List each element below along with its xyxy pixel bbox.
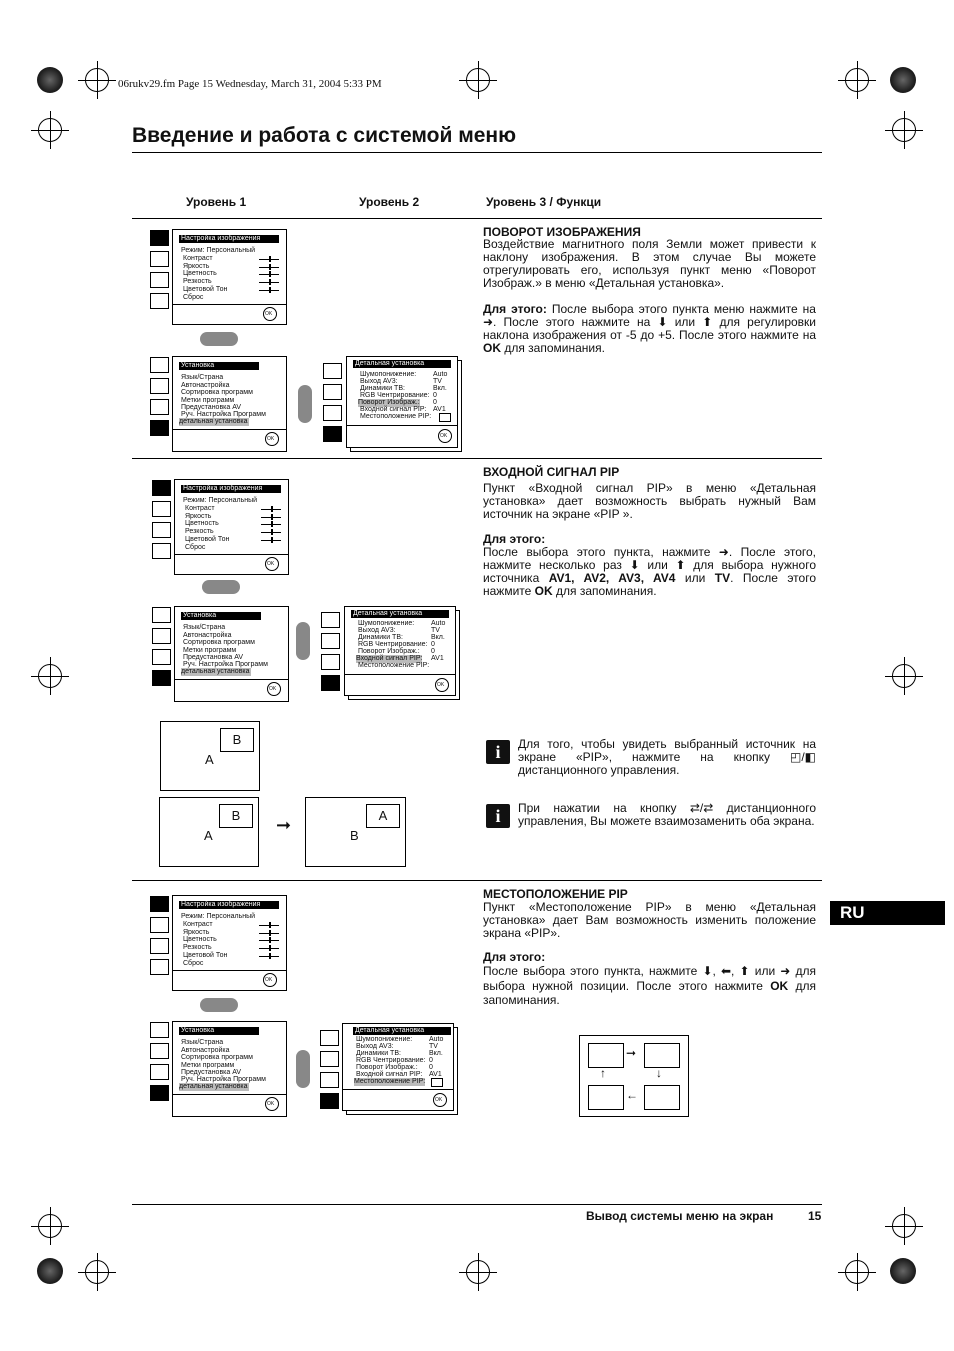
menu-item: Цветовой Тон — [183, 952, 228, 959]
pip-window: A — [366, 804, 400, 828]
registration-mark — [845, 1260, 869, 1284]
menu-divider — [175, 679, 288, 680]
menu-value: Auto — [433, 371, 448, 378]
registration-mark — [85, 68, 109, 92]
ok-label: OK — [483, 341, 501, 355]
menu-value: AV1 — [433, 406, 446, 413]
arrow-right-icon — [296, 1050, 310, 1088]
picture-icon — [150, 230, 169, 246]
menu-value: AV1 — [431, 655, 444, 662]
menu-icons — [152, 480, 171, 564]
ok-icon — [433, 1093, 447, 1107]
menu-item: Руч. Настройка Программ — [181, 411, 266, 418]
sound-icon — [152, 501, 171, 517]
menu-item: Поворот Изображ.: — [356, 1064, 418, 1071]
menu-item: Цветность — [183, 270, 217, 277]
menu-item: Выход AV3: — [356, 1043, 394, 1050]
menu-title: Установка — [179, 362, 259, 370]
paragraph — [483, 964, 816, 1008]
menu-item: Метки программ — [181, 1062, 235, 1069]
slider — [261, 509, 281, 510]
menu-divider — [343, 1089, 453, 1090]
picture-icon — [150, 1022, 169, 1038]
slider — [261, 524, 281, 525]
menu-item: RGB Чентрирование: — [356, 1057, 426, 1064]
picture-icon — [323, 363, 342, 379]
menu-value: 0 — [429, 1064, 433, 1071]
level-2-heading: Уровень 2 — [359, 195, 420, 209]
section-rule — [132, 880, 822, 881]
ok-label: OK — [534, 584, 553, 598]
picture-icon — [150, 896, 169, 912]
menu-icons — [150, 357, 169, 441]
menu-value: Auto — [429, 1036, 444, 1043]
ok-label: OK — [770, 978, 789, 993]
menu-title: Установка — [181, 612, 261, 620]
level-3-heading: Уровень 3 / Функци — [486, 195, 602, 209]
lead: Для этого: — [483, 532, 546, 546]
setup-icon — [150, 959, 169, 975]
main-screen-label: A — [205, 752, 214, 767]
registration-mark — [85, 1260, 109, 1284]
menu-item: Метки программ — [181, 397, 235, 404]
menu-item: Метки программ — [183, 647, 237, 654]
timer-icon — [150, 272, 169, 288]
menu-value: AV1 — [429, 1071, 442, 1078]
ok-icon — [265, 1097, 279, 1111]
menu-title: Настройка изображения — [179, 901, 279, 909]
info-icon — [486, 740, 510, 764]
menu-icons — [150, 230, 169, 314]
sound-icon — [320, 1051, 339, 1067]
main-screen-label: A — [204, 828, 213, 843]
paragraph: Пункт «Входной сигнал PIP» в меню «Детальная установка» дает возможность выбрать нужный Вам источник на экране «PIP ». — [483, 481, 816, 521]
main-screen-label: B — [350, 828, 359, 843]
ok-icon — [265, 432, 279, 446]
arrow-down-icon — [200, 332, 238, 346]
menu-divider — [173, 429, 286, 430]
menu-value: TV — [429, 1043, 438, 1050]
timer-icon — [320, 1072, 339, 1088]
timer-icon — [150, 399, 169, 415]
menu-item: Местоположение PIP: — [358, 662, 430, 669]
menu-divider — [347, 425, 457, 426]
menu-item: Язык/Страна — [181, 1039, 224, 1046]
menu-value: TV — [431, 627, 440, 634]
menu-value: Вкл. — [429, 1050, 443, 1057]
paragraph: Пункт «Местоположение PIP» в меню «Детальная установка» дает Вам возможность изменить положение экрана «PIP». — [483, 900, 816, 940]
menu-item: RGB Чентрирование: — [358, 641, 428, 648]
pip-window: B — [220, 728, 254, 752]
footer-text: Вывод системы меню на экран — [586, 1209, 774, 1223]
menu-icons — [150, 1022, 169, 1106]
timer-icon — [152, 649, 171, 665]
picture-icon — [320, 1030, 339, 1046]
menu-item: Предустановка AV — [181, 404, 242, 411]
menu-value: 0 — [431, 648, 435, 655]
sound-icon — [150, 1043, 169, 1059]
menu-value: Вкл. — [433, 385, 447, 392]
registration-mark — [890, 1258, 916, 1284]
sound-icon — [150, 378, 169, 394]
setup-icon — [152, 543, 171, 559]
menu-icons — [320, 1030, 339, 1114]
arrow-left-icon: ← — [626, 1088, 638, 1102]
section-title: ПОВОРОТ ИЗОБРАЖЕНИЯ — [483, 225, 641, 239]
registration-mark — [892, 118, 916, 142]
menu-item: Местоположение PIP: — [360, 413, 432, 420]
arrow-down-icon — [200, 998, 238, 1012]
text: После выбора этого пункта, нажмите ➜. После этого, нажмите несколько раз ⬇ или ⬆ для выбора нужного источника — [483, 545, 816, 585]
title-rule — [132, 152, 822, 153]
pip-position-box — [644, 1043, 680, 1068]
slider — [261, 532, 281, 533]
setup-icon — [150, 420, 169, 436]
menu-divider — [175, 554, 288, 555]
pip-position-diagram — [579, 1035, 689, 1117]
slider — [259, 290, 279, 291]
menu-item: Сброс — [183, 960, 204, 967]
slider — [259, 940, 279, 941]
pip-screen-swapped — [305, 797, 406, 867]
pip-position-box — [588, 1085, 624, 1110]
setup-icon — [152, 670, 171, 686]
menu-value: 0 — [433, 392, 437, 399]
menu-value: 0 — [429, 1057, 433, 1064]
sound-icon — [150, 917, 169, 933]
slider — [259, 948, 279, 949]
sound-icon — [321, 633, 340, 649]
slider — [259, 267, 279, 268]
menu-item: Автонастройка — [183, 632, 232, 639]
text: После выбора этого пункта меню нажмите на ➜. После этого нажмите на ⬇ или ⬆ для регулировки наклона изображения от -5 до +5. После этого нажмите на — [483, 302, 816, 342]
detail-menu — [342, 1023, 454, 1111]
slider — [259, 933, 279, 934]
sources: AV1, AV2, AV3, AV4 — [548, 571, 676, 585]
registration-mark — [37, 67, 63, 93]
arrow-up-icon: ↑ — [600, 1066, 606, 1080]
pip-window: B — [219, 804, 253, 828]
menu-value: Вкл. — [431, 634, 445, 641]
setup-menu — [172, 356, 287, 452]
section-title: ВХОДНОЙ СИГНАЛ PIP — [483, 465, 620, 479]
menu-item: Шумопонижение: — [356, 1036, 413, 1043]
menu-item: Цветность — [183, 936, 217, 943]
text: После выбора этого пункта, нажмите ⬇, ⬅, ⬆ или ➜ для выбора нужной позиции. После этого нажмите — [483, 964, 816, 993]
menu-item: Резкость — [183, 278, 212, 285]
tv-label: TV — [714, 571, 731, 585]
language-tab: RU — [830, 901, 945, 925]
detail-menu — [346, 356, 458, 448]
registration-mark — [466, 68, 490, 92]
arrow-down-icon: ↓ — [656, 1066, 662, 1080]
page-title: Введение и работа с системой меню — [132, 124, 517, 147]
arrow-right-icon — [298, 385, 312, 423]
menu-item-selected: детальная установка — [179, 1083, 248, 1090]
ok-icon — [438, 429, 452, 443]
registration-mark — [38, 118, 62, 142]
menu-item: Цветовой Тон — [183, 286, 228, 293]
menu-item: Резкость — [185, 528, 214, 535]
timer-icon — [323, 405, 342, 421]
setup-menu — [172, 1021, 287, 1117]
menu-item: Руч. Настройка Программ — [181, 1076, 266, 1083]
paragraph — [483, 546, 816, 598]
registration-mark — [466, 1260, 490, 1284]
picture-menu — [174, 479, 289, 575]
menu-divider — [173, 970, 286, 971]
menu-item-selected: детальная установка — [179, 418, 248, 425]
menu-item: Шумопонижение: — [360, 371, 417, 378]
arrow-down-icon — [202, 580, 240, 594]
menu-title: Настройка изображения — [179, 235, 279, 243]
menu-item-selected: детальная установка — [181, 668, 250, 675]
paragraph-lead — [483, 951, 816, 964]
text: . После этого нажмите — [483, 571, 816, 598]
timer-icon — [150, 938, 169, 954]
slider — [259, 925, 279, 926]
menu-item: Сброс — [185, 544, 206, 551]
picture-menu — [172, 895, 287, 991]
menu-item: Динамики ТВ: — [358, 634, 403, 641]
menu-icons — [150, 896, 169, 980]
menu-divider — [173, 1094, 286, 1095]
registration-mark — [845, 68, 869, 92]
menu-item: Контраст — [183, 255, 213, 262]
arrow-right-icon — [296, 622, 310, 660]
sound-icon — [323, 384, 342, 400]
menu-title: Установка — [179, 1027, 259, 1035]
timer-icon — [152, 522, 171, 538]
setup-icon — [321, 675, 340, 691]
menu-item: Сортировка программ — [181, 389, 253, 396]
menu-title: Детальная установка — [351, 610, 449, 618]
timer-icon — [321, 654, 340, 670]
menu-item: Язык/Страна — [181, 374, 224, 381]
menu-item-selected: Местоположение PIP: — [354, 1078, 426, 1085]
sound-icon — [150, 251, 169, 267]
lead: Для этого: — [483, 950, 546, 964]
paragraph: Воздействие магнитного поля Земли может привести к наклону изображения. В этом случае Вы можете отрегулировать его, используя пункт меню «Поворот Изображ.» в меню «Детальная установка». — [483, 237, 816, 290]
page-number: 15 — [808, 1209, 822, 1223]
menu-item: RGB Чентрирование: — [360, 392, 430, 399]
registration-mark — [37, 1258, 63, 1284]
text: для запоминания. — [552, 584, 657, 598]
swap-arrow-icon: ➞ — [276, 815, 292, 835]
menu-item: Режим: Персональный — [181, 913, 256, 920]
menu-item-selected: Входной сигнал PIP: — [356, 655, 423, 662]
menu-value: Auto — [431, 620, 446, 627]
menu-title: Настройка изображения — [181, 485, 281, 493]
ok-icon — [263, 307, 277, 321]
menu-item-selected: Поворот Изображ.: — [358, 399, 420, 406]
pip-screen — [159, 797, 259, 867]
menu-item: Контраст — [183, 921, 213, 928]
menu-item: Предустановка AV — [183, 654, 244, 661]
setup-icon — [323, 426, 342, 442]
picture-icon — [321, 612, 340, 628]
sound-icon — [152, 628, 171, 644]
lead: Для этого: — [483, 302, 547, 316]
paragraph — [483, 303, 816, 355]
picture-icon — [152, 480, 171, 496]
setup-icon — [150, 1085, 169, 1101]
menu-item: Сортировка программ — [183, 639, 255, 646]
pip-screen — [160, 721, 260, 791]
registration-mark — [892, 664, 916, 688]
pip-position-box — [588, 1043, 624, 1068]
pip-position-box — [644, 1085, 680, 1110]
timer-icon — [150, 1064, 169, 1080]
menu-item: Автонастройка — [181, 1047, 230, 1054]
menu-item: Поворот Изображ.: — [358, 648, 420, 655]
slider — [259, 956, 279, 957]
menu-item: Входной сигнал PIP: — [356, 1071, 423, 1078]
menu-icons — [152, 607, 171, 691]
menu-divider — [173, 304, 286, 305]
text: для запоминания. — [501, 341, 605, 355]
menu-item: Яркость — [185, 513, 212, 520]
menu-item: Шумопонижение: — [358, 620, 415, 627]
picture-icon — [150, 357, 169, 373]
registration-mark — [38, 664, 62, 688]
menu-item: Контраст — [185, 505, 215, 512]
menu-item: Автонастройка — [181, 382, 230, 389]
menu-value: 0 — [433, 399, 437, 406]
footer-rule — [132, 1204, 822, 1205]
picture-icon — [152, 607, 171, 623]
menu-item: Цветовой Тон — [185, 536, 230, 543]
menu-item: Резкость — [183, 944, 212, 951]
pip-position-icon — [439, 413, 451, 422]
picture-menu — [172, 229, 287, 325]
ok-icon — [265, 557, 279, 571]
menu-item: Режим: Персональный — [183, 497, 258, 504]
text: для запоминания. — [483, 978, 816, 1007]
menu-icons — [321, 612, 340, 696]
ok-icon — [267, 682, 281, 696]
registration-mark — [892, 1214, 916, 1238]
registration-mark — [38, 1214, 62, 1238]
slider — [261, 540, 281, 541]
section-rule — [132, 218, 822, 219]
info-icon — [486, 804, 510, 828]
menu-title: Детальная установка — [353, 1027, 451, 1035]
ok-icon — [263, 973, 277, 987]
menu-item: Выход AV3: — [360, 378, 398, 385]
menu-divider — [345, 674, 455, 675]
setup-icon — [150, 293, 169, 309]
setup-icon — [320, 1093, 339, 1109]
menu-item: Цветность — [185, 520, 219, 527]
menu-item: Сортировка программ — [181, 1054, 253, 1061]
slider — [261, 517, 281, 518]
detail-menu — [344, 606, 456, 696]
slider — [259, 282, 279, 283]
file-header: 06rukv29.fm Page 15 Wednesday, March 31, 2004 5:33 PM — [118, 78, 382, 90]
menu-item: Динамики ТВ: — [360, 385, 405, 392]
menu-item: Выход AV3: — [358, 627, 396, 634]
menu-icons — [323, 363, 342, 447]
section-title: МЕСТОПОЛОЖЕНИЕ PIP — [483, 887, 628, 901]
menu-item: Язык/Страна — [183, 624, 226, 631]
slider — [259, 274, 279, 275]
menu-item: Сброс — [183, 294, 204, 301]
setup-menu — [174, 606, 289, 702]
menu-item: Входной сигнал PIP: — [360, 406, 427, 413]
menu-item: Руч. Настройка Программ — [183, 661, 268, 668]
menu-item: Динамики ТВ: — [356, 1050, 401, 1057]
level-1-heading: Уровень 1 — [186, 195, 247, 209]
menu-item: Предустановка AV — [181, 1069, 242, 1076]
menu-value: TV — [433, 378, 442, 385]
menu-item: Яркость — [183, 263, 210, 270]
section-rule — [132, 458, 822, 459]
menu-item: Режим: Персональный — [181, 247, 256, 254]
menu-item: Яркость — [183, 929, 210, 936]
info-note: Для того, чтобы увидеть выбранный источник на экране «PIP», нажмите на кнопку ◰/◧ дистанционного управления. — [518, 737, 816, 777]
slider — [259, 259, 279, 260]
menu-title: Детальная установка — [353, 360, 451, 368]
registration-mark — [890, 67, 916, 93]
menu-value: 0 — [431, 641, 435, 648]
ok-icon — [435, 678, 449, 692]
pip-position-icon — [431, 1078, 443, 1087]
info-note: При нажатии на кнопку ⇄/⇄ дистанционного управления, Вы можете взаимозаменить оба экрана. — [518, 801, 816, 828]
text: или — [675, 571, 715, 585]
arrow-right-icon: ➞ — [626, 1046, 637, 1060]
